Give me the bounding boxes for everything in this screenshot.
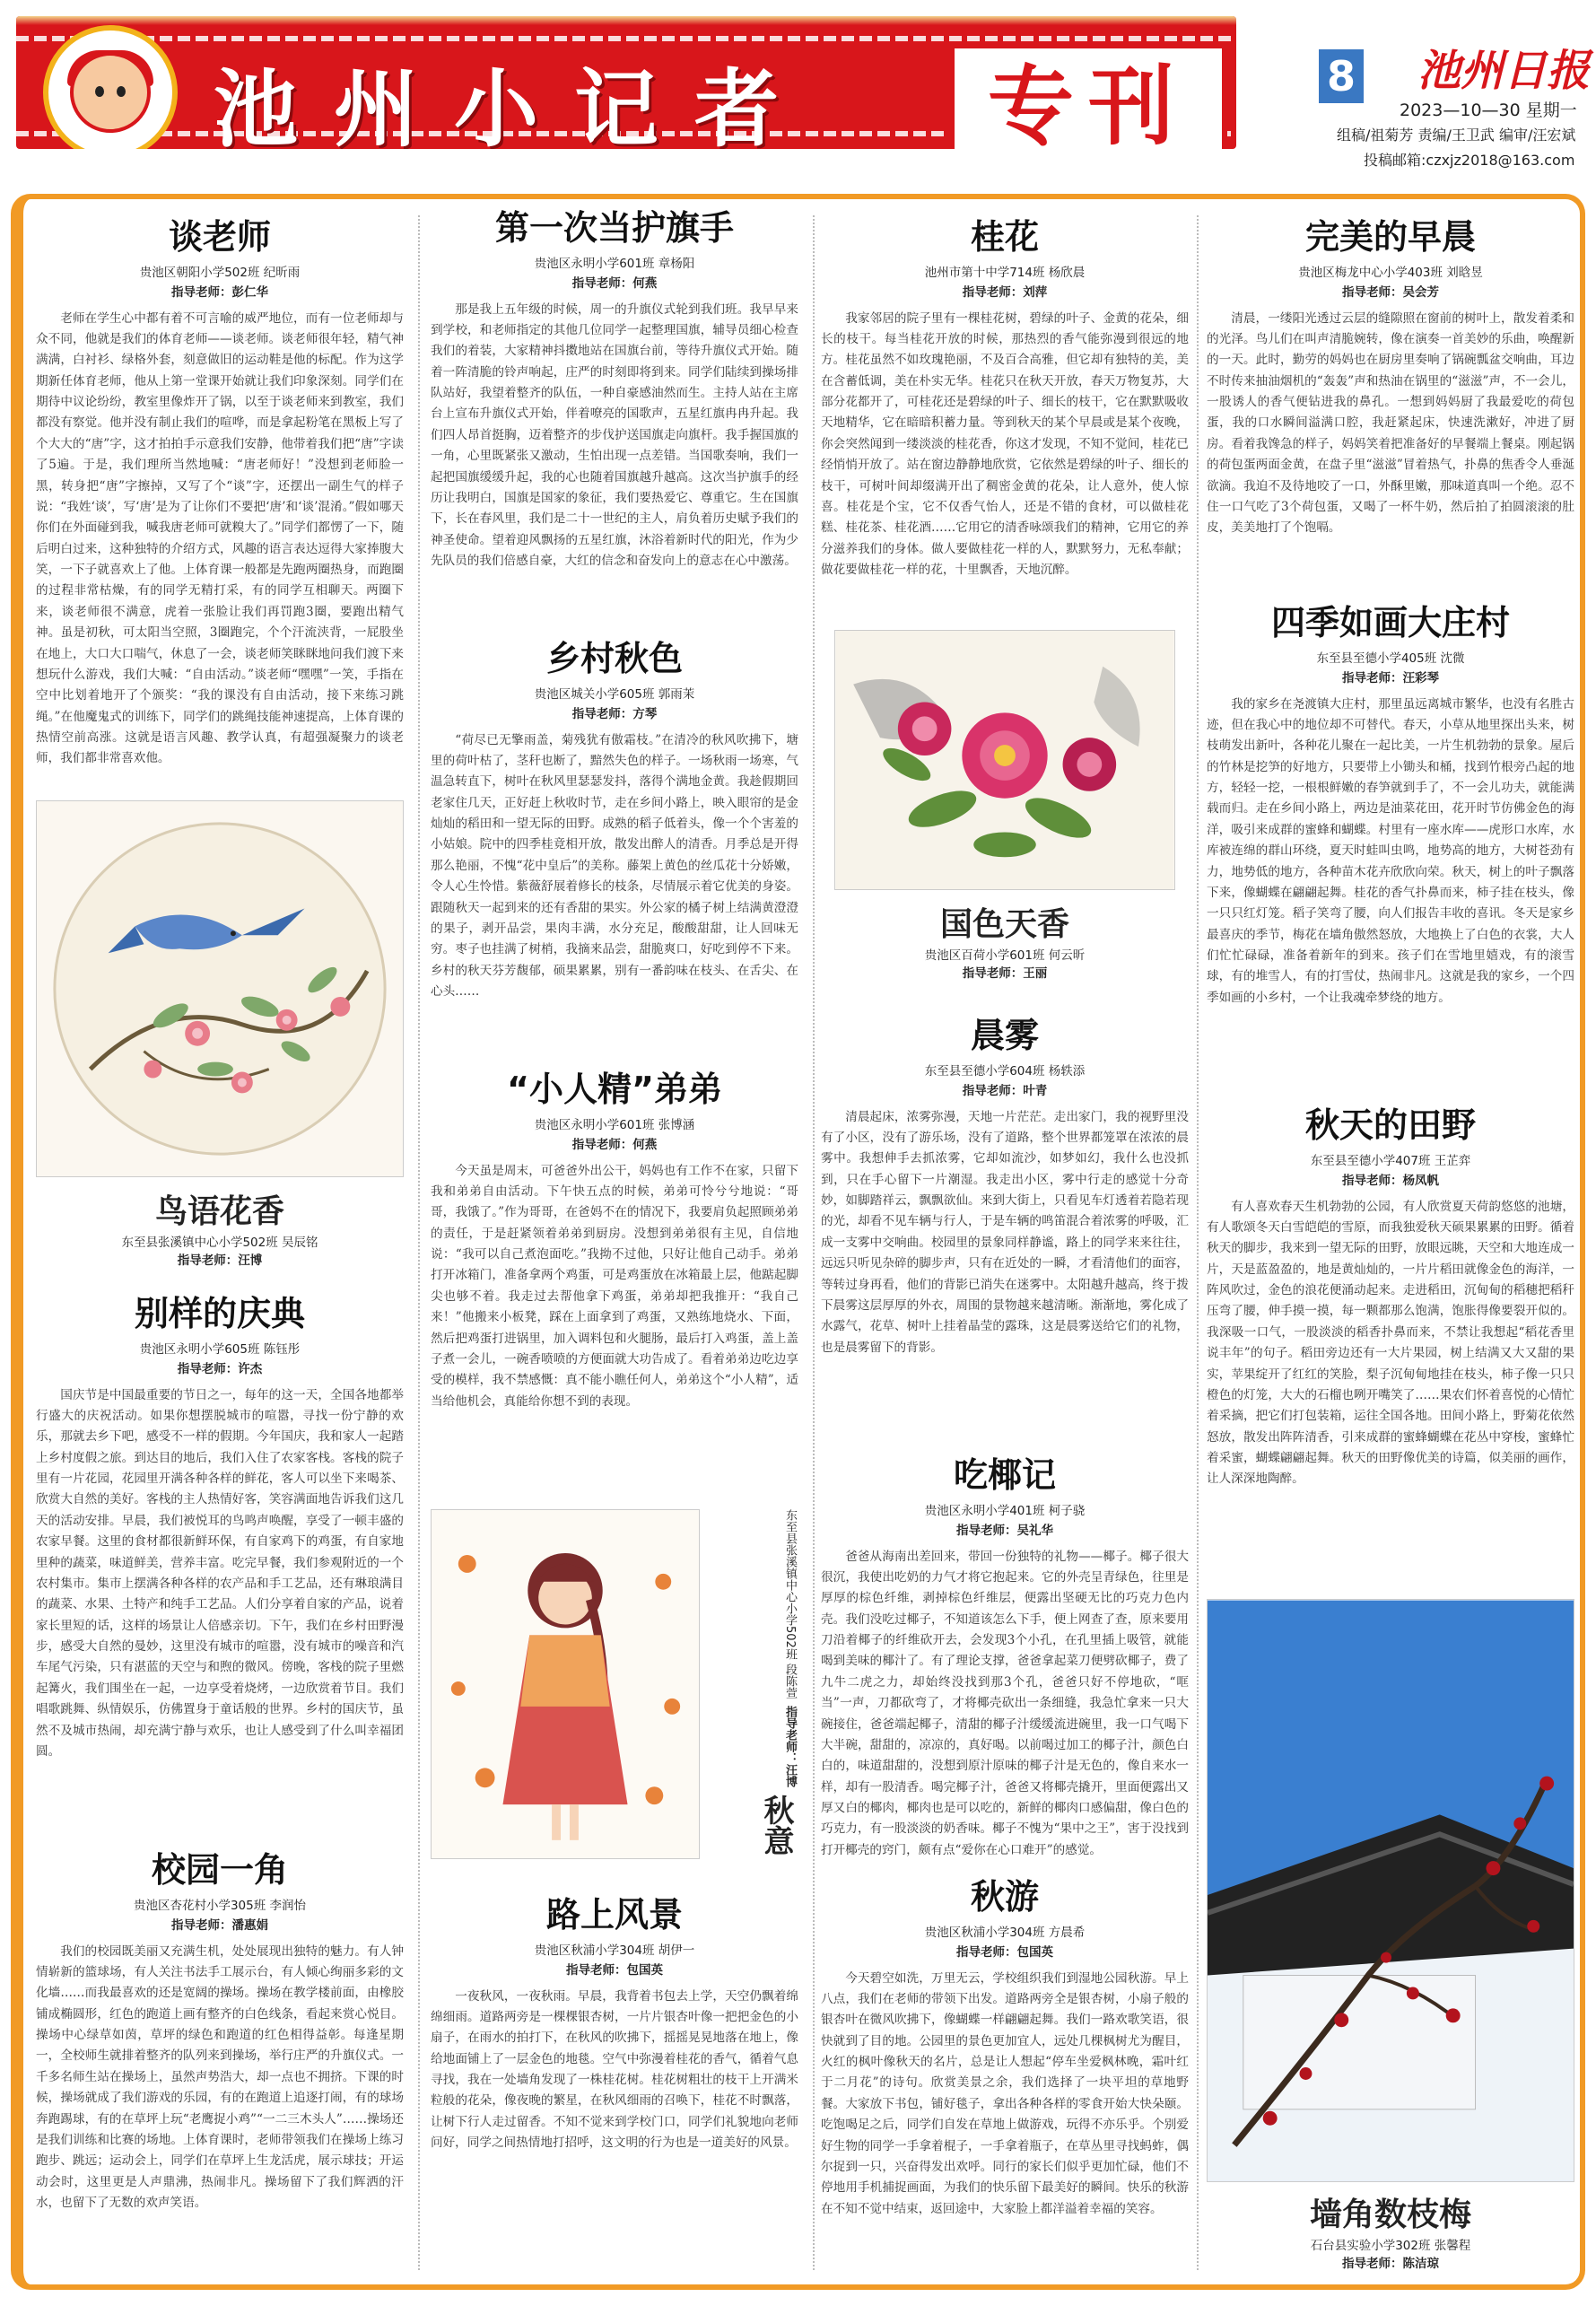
article-teacher: 指导老师：汪彩琴 [1342,670,1439,686]
artwork-title: 国色天香 [939,906,1069,943]
article-body: 今天虽是周末，可爸爸外出公干，妈妈也有工作不在家，只留下我和弟弟自由活动。下午快五点的时候，弟弟可怜兮兮地说：“哥哥，我饿了。”作为哥哥，在爸妈不在的情况下，我要肩负起照顾弟弟的责任，于是赶紧领着弟弟到厨房。没想到弟弟很有主见，自信地说：“我可以自己煮泡面吃。”我拗不过他，只好让他自己动手。弟弟打开冰箱门，准备拿两个鸡蛋，可是鸡蛋放在冰箱最上层，他踮起脚尖也够不着。我走过去帮他拿下鸡蛋，弟弟却把我推开：“我自己来！”他搬来小板凳，踩在上面拿到了鸡蛋，又熟练地烧水、下面，然后把鸡蛋打进锅里，加入调料包和火腿肠，最后打入鸡蛋，盖上盖子煮一会儿，一碗香喷喷的方便面就大功告成了。看着弟弟边吃边享受的模样，我不禁感慨：真不能小瞧任何人，弟弟这个“小人精”，适当给他机会，真能给你想不到的表现。 [431,1163,798,1409]
article-hu-qi-shou [431,208,798,603]
article-teacher: 指导老师：杨凤帆 [1342,1173,1439,1188]
article-body: 那是我上五年级的时候，周一的升旗仪式轮到我们班。我早早来到学校，和老师指定的其他几位同学一起整理国旗，辅导员细心检查我们的着装，大家精神抖擞地站在国旗台前，等待升旗仪式开始。随着一阵清脆的铃声响起，庄严的时刻即将到来。同学们陆续到操场排队站好，我望着整齐的队伍，一种自豪感油然而生。主持人站在主席台上宣布升旗仪式开始，伴着嘹亮的国歌声，五星红旗冉冉升起。我们四人昂首挺胸，迈着整齐的步伐护送国旗走向旗杆。我手握国旗的一角，心里既紧张又激动，生怕出现一点差错。当国歌奏响，我们一起把国旗缓缓升起，我的心也随着国旗越升越高。这次当护旗手的经历让我明白，国旗是国家的象征，我们要热爱它、尊重它。生在国旗下，长在春风里，我们是二十一世纪的主人，肩负着历史赋予我们的神圣使命。望着迎风飘扬的五星红旗，沐浴着新时代的阳光，作为少先队员的我们倍感自豪，大红的信念和奋发向上的意志在心中激荡。 [431,301,798,569]
article-body: 今天碧空如洗，万里无云，学校组织我们到湿地公园秋游。早上八点，我们在老师的带领下出发。道路两旁全是银杏树，小扇子般的银杏叶在微风吹拂下，像蝴蝶一样翩翩起舞。我们一路欢歌笑语，很快就到了目的地。公园里的景色更加宜人，远处几棵枫树尤为醒目，火红的枫叶像秋天的名片，总是让人想起“停车坐爱枫林晚，霜叶红于二月花”的诗句。欣赏美景之余，我们选择了一块平坦的草地野餐。大家放下书包，铺好毯子，拿出各种各样的零食开始大快朵颐。吃饱喝足之后，同学们自发在草地上做游戏，玩得不亦乐乎。个别爱好生物的同学一手拿着棍子，一手拿着瓶子，在草丛里寻找蚂蚱，偶尔捉到一只，兴奋得发出欢呼。同行的家长们似乎更加忙碌，他们不停地用手机捕捉画面，为我们的快乐留下最美好的瞬间。快乐的秋游在不知不觉中结束，返回途中，大家脸上都洋溢着幸福的笑容。 [821,1970,1189,2216]
article-byline: 贵池区朝阳小学502班 纪昕雨 [139,265,301,280]
artwork-byline: 石台县实验小学302班 张馨程 [1310,2239,1471,2253]
article-byline: 贵池区秋浦小学304班 方晨希 [924,1925,1086,1940]
artwork-title: 墙角数枝梅 [1309,2197,1471,2233]
article-title: 秋天的田野 [1304,1105,1476,1145]
artwork-plum-corner [1207,1599,1574,2182]
masthead-banner [16,16,1236,149]
article-body: 清晨，一缕阳光透过云层的缝隙照在窗前的树叶上，散发着柔和的光泽。鸟儿们在叫声清脆婉转，像在演奏一首美妙的乐曲，唤醒新的一天。此时，勤劳的妈妈也在厨房里奏响了锅碗瓢盆交响曲，耳边不时传来抽油烟机的“轰轰”声和热油在锅里的“滋滋”声，不一会儿，一股诱人的香气便钻进我的鼻孔。一想到妈妈厨了我最爱吃的荷包蛋，我的口水瞬间溢满口腔，我赶紧起床，快速洗漱好，冲进了厨房。看着我馋急的样子，妈妈笑着把准备好的早餐端上餐桌。刚起锅的荷包蛋两面金黄，在盘子里“滋滋”冒着热气，扑鼻的焦香令人垂涎欲滴。我迫不及待地咬了一口，外酥里嫩，那味道真叫一个绝。忍不住一口气吃了3个荷包蛋，又喝了一杯牛奶，然后拍了拍圆滚滚的肚皮，美美地打了个饱嗝。 [1207,310,1574,536]
submission-email: 投稿邮箱:czxjz2018@163.com [1364,152,1575,169]
article-title: 别样的庆典 [134,1294,305,1333]
article-byline: 贵池区永明小学401班 柯子骁 [924,1503,1086,1518]
article-teacher: 指导老师：刘萍 [962,284,1048,300]
artwork-caption-autumn [709,1509,798,1859]
article-body: 爸爸从海南出差回来，带回一份独特的礼物——椰子。椰子很大很沉，我使出吃奶的力气才将它抱起来。它的外壳呈青绿色，往里是厚厚的棕色纤维，剥掉棕色纤维层，便露出坚硬无比的巧克力色内壳。我们没吃过椰子，不知道该怎么下手，便上网查了查，原来要用刀沿着椰子的纤维砍开去，会发现3个小孔，在孔里插上吸管，就能喝到美味的椰汁了。有了理论支撑，爸爸拿起菜刀便劈砍椰子，费了九牛二虎之力，却始终没找到那3个孔，爸爸只好不停地砍，“哐当”一声，刀都砍弯了，才将椰壳砍出一条细缝，我急忙拿来一只大碗接住，爸爸端起椰子，清甜的椰子汁缓缓流进碗里，我一口气喝下大半碗，甜甜的，凉凉的，真好喝。以前喝过加工的椰子汁，颜色白白的，味道甜甜的，没想到原汁原味的椰子汁是无色的，像自来水一样，却有一股清香。喝完椰子汁，爸爸又将椰壳撬开，里面便露出又厚又白的椰肉，椰肉也是可以吃的，新鲜的椰肉口感偏甜，像白色的巧克力，有一股淡淡的奶香味。椰子不愧为“果中之王”，害于没找到打开椰壳的窍门，颇有点“爱你在心口难开”的感觉。 [821,1549,1189,1857]
artwork-byline: 东至县张溪镇中心小学502班 段陈萱 [783,1509,797,1699]
article-teacher: 指导老师：包国英 [566,1962,663,1978]
special-edition-tag: 专刊 [949,43,1227,149]
masthead [0,0,1596,170]
artwork-caption-bird-flowers [36,1186,404,1268]
newspaper-name: 池州日报 [1417,46,1591,96]
artwork-teacher: 指导老师：王丽 [962,966,1048,981]
article-title: 谈老师 [168,217,271,257]
article-title: 四季如画大庄村 [1270,603,1510,642]
article-title: 路上风景 [545,1895,683,1935]
article-byline: 贵池区永明小学601班 张博涵 [534,1117,695,1132]
article-byline: 池州市第十中学714班 杨欣晨 [924,265,1086,280]
artwork-bird-flowers [36,800,404,1177]
article-title: 桂花 [970,217,1039,257]
article-byline: 东至县至德小学407班 王芷弈 [1310,1153,1471,1168]
article-title: 乡村秋色 [545,639,683,678]
article-title: 校园一角 [151,1850,288,1890]
article-byline: 东至县至德小学604班 杨轶添 [924,1063,1086,1079]
article-body: 清晨起床，浓雾弥漫，天地一片茫茫。走出家门，我的视野里没有了小区，没有了游乐场，没有了道路，整个世界都笼罩在浓浓的晨雾中。我想伸手去抓浓雾，它却如流沙，如梦如幻，我什么也没抓到，只在手心留下一片潮湿。我走出小区，雾中行走的感觉十分奇妙，如脚踏祥云，飘飘欲仙。来到大街上，只看见车灯透着若隐若现的光，却看不见车辆与行人，于是车辆的鸣笛混合着浓雾的呼吸，汇成一支雾中交响曲。校园里的景象同样静谧，路上的同学来来往往，远远只听见杂碎的脚步声，只有在近处的一瞬，才看清他们的面容，等转过身再看，他们的背影已消失在迷雾中。太阳越升越高，终于拨下晨雾这层厚厚的外衣，周围的景物越来越清晰。渐渐地，雾化成了水露气，花草、树叶上挂着晶莹的露珠，这是晨雾送给它们的礼物，也是晨雾留下的背影。 [821,1109,1189,1355]
issue-date: 2023—10—30 星期一 [1400,100,1577,120]
artwork-teacher: 指导老师：汪博 [783,1705,797,1787]
article-byline: 贵池区城关小学605班 郭雨茉 [534,686,695,702]
article-teacher: 指导老师：包国英 [956,1944,1053,1960]
article-qiutian-tianye [1207,1105,1574,1581]
artwork-caption-peony [821,899,1189,981]
article-teacher: 指导老师：何燕 [571,275,658,291]
article-teacher: 指导老师：潘惠娟 [171,1917,268,1933]
column-2 [431,208,798,2272]
artwork-peony [834,630,1175,890]
artwork-teacher: 指导老师：汪博 [177,1253,263,1268]
article-byline: 贵池区永明小学605班 陈钰彤 [139,1341,301,1357]
autumn-girl-painting-icon [432,1510,699,1858]
article-teacher: 指导老师：彭仁华 [171,284,268,300]
article-wanmei-zaochen [1207,217,1574,594]
article-qiuyou [821,1877,1189,2272]
artwork-title: 鸟语花香 [154,1193,284,1230]
article-title: 秋游 [970,1877,1039,1917]
article-body: 老师在学生心中都有着不可言喻的威严地位，而有一位老师却与众不同，他就是我们的体育老师——谈老师。谈老师很年轻，精气神满满，白衬衫、绿格外套，刻意做旧的运动鞋是他的标配。作为这学期新任体育老师，他从上第一堂课开始就让我们印象深刻。同学们在期待中议论纷纷，教室里像炸开了锅，以至于谈老师来到教室，我们都没有察觉。他并没有制止我们的喧哗，而是拿起粉笔在黑板上写了个大大的“唐”字，这才拍拍手示意我们安静，他带着我们把“唐”字读了5遍。于是，我们理所当然地喊：“唐老师好！”没想到老师脸一黑，转身把“唐”字擦掉，又写了个“谈”字，还摆出一副生气的样子说：“我姓‘谈’，写‘唐’是为了让你们不要把‘唐’和‘谈’混淆。”假如哪天你们在外面碰到我，喊我唐老师可就糗大了。”同学们都愣了一下，随后明白过来，这种独特的介绍方式，风趣的语言表达逗得大家捧腹大笑，一下子就喜欢上了他。上体育课一般都是先跑两圈热身，而跑圈的过程非常枯燥，有的同学无精打采，有的同学互相聊天。两圈下来，谈老师很不满意，虎着一张脸让我们再罚跑3圈，要跑出精气神。虽是初秋，可太阳当空照，3圈跑完，个个汗流浃背，一屁股坐在地上，大口大口喘气，休息了一会，谈老师笑眯眯地问我们渡下来想玩什么游戏，我们大喊：“自由活动。”谈老师“嘿嘿”一笑，手指在空中比划着地开了个颁奖：“我的课没有自由活动，接下来练习跳绳。”在他魔鬼式的训练下，同学们的跳绳技能神速提高，上体育课的热情空前高涨。这就是语言风趣、教学认真，有超强凝聚力的谈老师，我们都非常喜欢他。 [36,310,404,766]
mascot-logo [43,25,178,149]
artwork-caption-plum [1207,2189,1574,2271]
article-body: 一夜秋风，一夜秋雨。早晨，我背着书包去上学，天空仍飘着绵绵细雨。道路两旁是一棵棵银杏树，一片片银杏叶像一把把金色的小扇子，在雨水的拍打下，在秋风的吹拂下，摇摇晃晃地落在地上，像给地面铺上了一层金色的地毯。空气中弥漫着桂花的香气，循着气息寻找，我在一处墙角发现了一株桂花树。桂花树粗壮的枝干上开满米粒般的花朵，像夜晚的繁星，在秋风细雨的召唤下，桂花不时飘落，让树下行人走过留香。不知不觉来到学校门口，同学们礼貌地向老师问好，同学之间热情地打招呼，这文明的行为也是一道美好的风景。 [431,1988,798,2151]
article-chenwu [821,1016,1189,1437]
article-byline: 贵池区梅龙中心小学403班 刘晗昱 [1298,265,1483,280]
article-title: 第一次当护旗手 [494,208,734,248]
article-title: 吃椰记 [953,1455,1056,1495]
artwork-byline: 东至县张溪镇中心小学502班 吴辰铭 [121,1236,318,1250]
article-title: 晨雾 [970,1016,1039,1055]
column-3 [821,208,1189,2272]
bird-flower-painting-icon [37,801,403,1176]
column-4 [1207,208,1574,2272]
article-title: “小人精”弟弟 [507,1070,722,1109]
article-teacher: 指导老师：吴会芳 [1342,284,1439,300]
article-title: 完美的早晨 [1304,217,1476,257]
article-body: 我家邻居的院子里有一棵桂花树，碧绿的叶子、金黄的花朵，细长的枝干。每当桂花开放的时候，那热烈的香气能弥漫到很远的地方。桂花虽然不如玫瑰艳丽，不及百合高雅，但它却有独特的美，美在含蓄低调，美在朴实无华。桂花只在秋天开放，春天万物复苏，大部分花都开了，可桂花还是碧绿的叶子、细长的枝干，它在默默吸收天地精华，它在暗暗积蓄力量。等到秋天的某个早晨或是某个夜晚，你会突然闻到一缕淡淡的桂花香，你这才发现，不知不觉间，桂花已经悄悄开放了。站在窗边静静地欣赏，它依然是碧绿的叶子、细长的枝干，可树叶间却缀满开出了稠密金黄的花朵，让人意外，使人惊喜。桂花是个宝，它不仅香气怡人，还是不错的食材，可以做桂花糕、桂花茶、桂花酒……它用它的清香咏颂我们的精神，它用它的养分滋养我们的身体。做人要做桂花一样的人，默默努力，无私奉献；做花要做桂花一样的花，十里飘香，天地沉醉。 [821,310,1189,578]
article-byline: 贵池区杏花村小学305班 李润怡 [133,1898,307,1913]
artwork-teacher: 指导老师：陈洁琼 [1342,2257,1439,2271]
artwork-title: 秋意 [758,1794,794,1856]
article-lushang-fengjing [431,1895,798,2272]
article-body: “荷尽已无擎雨盖，菊残犹有傲霜枝。”在清冷的秋风吹拂下，塘里的荷叶枯了，茎秆也断了，黯然失色的样子。一场秋雨一场寒，气温急转直下，树叶在秋风里瑟瑟发抖，落得个满地金黄。我趁假期回老家住几天，正好赶上秋收时节，走在乡间小路上，映入眼帘的是金灿灿的稻田和一望无际的田野。成熟的稻子低着头，像一个个害羞的小姑娘。院中的四季桂竟相开放，散发出醉人的清香。月季总是开得那么艳丽，不愧“花中皇后”的美称。藤架上黄色的丝瓜花十分娇嫩，令人心生怜惜。紫薇舒展着修长的枝条，尽情展示着它优美的身姿。跟随秋天一起到来的还有香甜的果实。外公家的橘子树上结满黄澄澄的果子，剥开品尝，果肉丰满，水分充足，酸酸甜甜，让人回味无穷。枣子也挂满了树梢，我摘来品尝，甜脆爽口，好吃到停不下来。乡村的秋天芬芳馥郁，硕果累累，别有一番韵味在枝头、在舌尖、在心头…… [431,732,798,1000]
editor-credits: 组稿/祖菊芳 责编/王卫武 编审/汪宏斌 [1337,127,1576,144]
column-title: 池州小记者 [214,61,815,149]
article-byline: 东至县至德小学405班 沈微 [1316,651,1465,666]
artwork-byline: 贵池区百荷小学601班 何云昕 [924,948,1086,963]
article-bieyang-qingdian [36,1294,404,1841]
article-xiaoyuan-yijiao [36,1850,404,2272]
article-body: 有人喜欢春天生机勃勃的公园，有人欣赏夏天荷韵悠悠的池塘，有人歌颂冬天白雪皑皑的雪原，而我独爱秋天硕果累累的田野。循着秋天的脚步，我来到一望无际的田野，放眼远眺，天空和大地连成一片，天是蓝盈盈的，地是黄灿灿的，一片片稻田就像金色的海洋，一阵风吹过，金色的浪花便涌动起来。走进稻田，沉甸甸的稻穗把稻秆压弯了腰，伸手摸一摸，每一颗都那么饱满，饱胀得像要裂开似的。我深吸一口气，一股淡淡的稻香扑鼻而来，不禁让我想起“稻花香里说丰年”的句子。稻田旁边还有一大片果园，树上结满又大又甜的果实，苹果绽开了红红的笑脸，梨子沉甸甸地挂在枝头，柿子像一只只橙色的灯笼，大大的石榴也咧开嘴笑了……果农们怀着喜悦的心情忙着采摘，把它们打包装箱，运往全国各地。田间小路上，野菊花依然怒放，散发出阵阵清香，引来成群的蜜蜂蝴蝶在花丛中穿梭，蜜蜂忙着采蜜，蝴蝶翩翩起舞。秋天的田野像优美的诗篇，似美丽的画作，让人深深地陶醉。 [1207,1199,1574,1487]
peony-painting-icon [835,631,1174,889]
article-teacher: 指导老师：何燕 [571,1137,658,1152]
article-body: 我的家乡在尧渡镇大庄村，那里虽远离城市繁华，也没有名胜古迹，但在我心中的地位却不可替代。春天，小草从地里探出头来，树枝萌发出新叶，各种花儿聚在一起比美，一片生机勃勃的景象。屋后的竹林是挖笋的好地方，只要带上小锄头和桶，找到竹根旁凸起的地方，轻轻一挖，一根根鲜嫩的春笋就到手了，不一会儿功夫，就能满载而归。走在乡间小路上，两边是油菜花田，花开时节仿佛金色的海洋，吸引来成群的蜜蜂和蝴蝶。村里有一座水库——虎形口水库，水库被连绵的群山环绕，夏天时蛙叫虫鸣，地势高的地方，大树苍劲有力，地势低的地方，各种苗木花卉欣欣向荣。秋天，树上的叶子飘落下来，像蝴蝶在翩翩起舞。桂花的香气扑鼻而来，柿子挂在枝头，像一只只红灯笼。稻子笑弯了腰，向人们报告丰收的喜讯。冬天是家乡最喜庆的季节，梅花在墙角傲然怒放，大地换上了白色的衣裳，大人们忙忙碌碌，准备着新年的到来。孩子们在雪地里嬉戏，有的滚雪球，有的堆雪人，有的打雪仗，热闹非凡。这就是我的家乡，一个四季如画的小乡村，一个让我魂牵梦绕的地方。 [1207,696,1574,1005]
article-body: 我们的校园既美丽又充满生机，处处展现出独特的魅力。有人钟情崭新的篮球场，有人关注书法手工展示台，有人倾心绚丽多彩的文化墙……而我最喜欢的还是宽阔的操场。操场在教学楼前面，由橡胶铺成椭圆形，红色的跑道上画有整齐的白色线条，看起来赏心悦目。操场中心绿草如茵，草坪的绿色和跑道的红色相得益彰。每逢星期一，全校师生就排着整齐的队列来到操场，举行庄严的升旗仪式。一千多名师生站在操场上，虽然声势浩大，却一点也不拥挤。下课的时候，操场就成了我们游戏的乐园，有的在跑道上追逐打闹，有的球场奔跑踢球，有的在草坪上玩“老鹰捉小鸡”“一二三木头人”……操场还是我们训练和比赛的场地。上体育课时，老师带领我们在操场上练习跑步、跳远；运动会上，同学们在草坪上生龙活虎，展示球技；开运动会时，这里更是人声鼎沸，热闹非凡。操场留下了我们辉洒的汗水，也留下了无数的欢声笑语。 [36,1943,404,2211]
article-teacher: 指导老师：吴礼华 [956,1523,1053,1538]
article-teacher: 指导老师：许杰 [177,1361,263,1376]
article-body: 国庆节是中国最重要的节日之一，每年的这一天，全国各地都举行盛大的庆祝活动。如果你想摆脱城市的喧嚣，寻找一份宁静的欢乐，那就去乡下吧，感受不一样的假期。今年国庆，我和家人一起踏上乡村度假之旅。到达目的地后，我们入住了农家客栈。客栈的院子里有一片花园，花园里开满各种各样的鲜花，客人可以坐下来喝茶、欣赏大自然的美好。客栈的主人热情好客，笑容满面地告诉我们这几天的活动安排。早晨，我们被悦耳的鸟鸣声唤醒，享受了一顿丰盛的农家早餐。这里的食材都很新鲜环保，有自家鸡下的鸡蛋，有自家地里种的蔬菜，味道鲜美，营养丰富。吃完早餐，我们参观附近的一个农村集市。集市上摆满各种各样的农产品和手工艺品，还有琳琅满目的蔬菜、水果、土特产和纯手工艺品。人们分享着自家的产品，说着家长里短的话，这样的场景让人倍感亲切。下午，我们在乡村田野漫步，感受大自然的曼妙，这里没有城市的喧嚣，没有城市的噪音和汽车尾气污染，只有湛蓝的天空与和煦的微风。傍晚，客栈的院子里燃起篝火，我们围坐在一起，一边享受着烧烤，一边欣赏着节目。我们唱歌跳舞、纵情娱乐，仿佛置身于童话般的世界。乡村的国庆节，虽然不及城市热闹，却充满宁静与欢乐，也让人感受到了什么叫幸福团圆。 [36,1387,404,1759]
article-tan-laoshi [36,217,404,791]
article-guihua [821,217,1189,612]
article-byline: 贵池区秋浦小学304班 胡伊一 [534,1943,695,1958]
page-number-badge: 8 [1319,49,1364,103]
column-1 [36,208,404,2272]
plum-blossom-painting-icon [1208,1600,1574,2181]
article-byline: 贵池区永明小学601班 章杨阳 [534,256,695,271]
article-teacher: 指导老师：叶青 [962,1083,1048,1098]
artwork-autumn-girl [431,1509,700,1859]
article-teacher: 指导老师：方琴 [571,706,658,721]
